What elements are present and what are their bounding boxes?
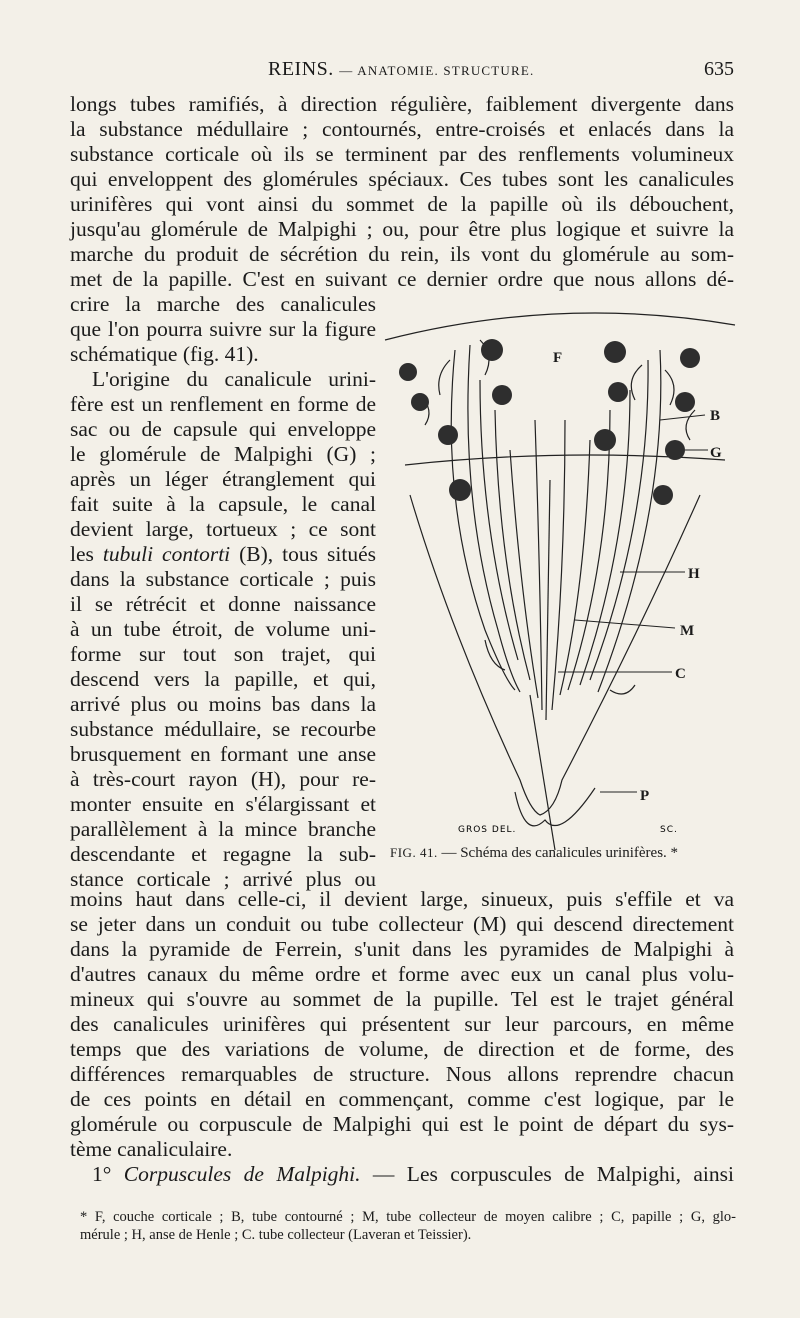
text-line: longs tubes ramifiés, à direction régulière, faiblement divergente dans xyxy=(70,92,734,116)
footnote-line: * F, couche corticale ; B, tube contourné ; M, tube collecteur de moyen calibre ; C, papille ; G, glo- xyxy=(80,1209,736,1225)
glomerulus xyxy=(594,429,616,451)
text-line: il se rétrécit et donne naissance xyxy=(70,592,376,616)
glomerulus xyxy=(608,382,628,402)
text-span: (B), tous situés xyxy=(239,542,376,566)
label-h: H xyxy=(688,566,700,582)
tubule-line xyxy=(510,450,538,698)
label-f: F xyxy=(553,350,563,366)
text-line: dans la substance corticale ; puis xyxy=(70,567,376,591)
figure-caption xyxy=(390,845,735,862)
paragraph-1 xyxy=(70,92,734,292)
label-c: C xyxy=(675,666,686,682)
credit-left: GROS DEL. xyxy=(458,825,517,835)
text-line: différences remarquables de structure. Nous allons reprendre chacun xyxy=(70,1062,734,1086)
caption-text: — Schéma des canalicules urinifères. * xyxy=(441,845,679,861)
text-line: fère est un renflement en forme de xyxy=(70,392,376,416)
glomerulus xyxy=(438,425,458,445)
caption-number: FIG. 41. xyxy=(390,845,438,860)
tubule-line xyxy=(535,420,542,710)
section-text: — Les corpuscules de Malpighi, ainsi xyxy=(372,1162,734,1186)
text-line: arrivé plus ou moins bas dans la xyxy=(70,692,376,716)
tubule-line xyxy=(552,420,565,710)
text-line: des canalicules urinifères qui présentent sur leur parcours, en même xyxy=(70,1012,734,1036)
credit-right: SC. xyxy=(660,825,678,835)
text-line: après un léger étranglement qui xyxy=(70,467,376,491)
glomerulus xyxy=(675,392,695,412)
glomerulus xyxy=(492,385,512,405)
paragraph-2-continued xyxy=(70,887,734,1187)
text-line: à très-court rayon (H), pour re- xyxy=(70,767,376,791)
convoluted-tubule xyxy=(631,365,642,400)
pyramid-outline xyxy=(410,495,700,815)
text-line: schématique (fig. 41). xyxy=(70,342,259,366)
text-line: mineux qui s'ouvre au sommet de la pupille. Tel est le trajet général xyxy=(70,987,734,1011)
text-line: sac ou de capsule qui enveloppe xyxy=(70,417,376,441)
footnote-line: mérule ; H, anse de Henle ; C. tube collecteur (Laveran et Teissier). xyxy=(80,1227,472,1243)
glomerulus xyxy=(399,363,417,381)
text-line: marche du produit de sécrétion du rein, ils vont du glomérule au som- xyxy=(70,242,734,266)
text-line: dans la pyramide de Ferrein, s'unit dans les pyramides de Malpighi à xyxy=(70,937,734,961)
text-line: devient large, tortueux ; ce sont xyxy=(70,517,376,541)
henle-loop xyxy=(610,685,635,694)
text-line: crire la marche des canalicules xyxy=(70,292,376,316)
cortex-outline xyxy=(385,313,735,340)
text-line: met de la papille. C'est en suivant ce dernier ordre que nous allons dé- xyxy=(70,267,734,291)
italic-term: tubuli contorti xyxy=(102,542,231,566)
text-line: monter ensuite en s'élargissant et xyxy=(70,792,376,816)
text-line: moins haut dans celle-ci, il devient large, sinueux, puis s'effile et va xyxy=(70,887,734,911)
running-head xyxy=(68,58,736,86)
text-line: descend vers la papille, et qui, xyxy=(70,667,376,691)
glomerulus xyxy=(653,485,673,505)
text-line: de ces points en détail en commençant, comme c'est logique, par le xyxy=(70,1087,734,1111)
text-line: tème canaliculaire. xyxy=(70,1137,233,1161)
text-span: les xyxy=(70,542,94,566)
text-line: stance corticale ; arrivé plus ou xyxy=(70,867,376,891)
convoluted-tubule xyxy=(686,410,695,440)
glomerulus xyxy=(680,348,700,368)
text-line: parallèlement à la mince branche xyxy=(70,817,376,841)
leader-line-m xyxy=(575,620,675,628)
text-line: que l'on pourra suivre sur la figure xyxy=(70,317,376,341)
text-line: brusquement en formant une anse xyxy=(70,742,376,766)
section-title: Corpuscules de Malpighi. xyxy=(123,1162,361,1186)
glomerulus xyxy=(481,339,503,361)
text-line: jusqu'au glomérule de Malpighi ; ou, pour être plus logique et suivre la xyxy=(70,217,734,241)
text-line: substance corticale où ils se terminent par des renflements volumineux xyxy=(70,142,734,166)
glomerulus xyxy=(449,479,471,501)
label-g: G xyxy=(710,445,722,461)
text-line: se jeter dans un conduit ou tube collecteur (M) qui descend directement xyxy=(70,912,734,936)
glomerulus xyxy=(665,440,685,460)
papilla-tip xyxy=(515,788,595,826)
convoluted-tubule xyxy=(439,360,450,395)
label-p: P xyxy=(640,788,650,804)
figure-41-diagram xyxy=(380,300,740,860)
text-line: temps que des variations de volume, de direction et de forme, des xyxy=(70,1037,734,1061)
running-title xyxy=(268,58,534,81)
page-number: 635 xyxy=(704,58,734,80)
text-line: descendante et regagne la sub- xyxy=(70,842,376,866)
text-line: qui enveloppent des glomérules spéciaux. Ces tubes sont les canalicules xyxy=(70,167,734,191)
text-line: à un tube étroit, de volume uni- xyxy=(70,617,376,641)
text-line: fait suite à la capsule, le canal xyxy=(70,492,376,516)
footnote xyxy=(80,1208,736,1244)
glomerulus xyxy=(604,341,626,363)
tubule-line xyxy=(480,380,518,660)
text-line: substance médullaire, se recourbe xyxy=(70,717,376,741)
convoluted-tubule xyxy=(665,370,674,405)
text-line: le glomérule de Malpighi (G) ; xyxy=(70,442,376,466)
section-heading-line xyxy=(70,1162,734,1187)
text-line: urinifères qui vont ainsi du sommet de la papille où ils débouchent, xyxy=(70,192,734,216)
glomerulus xyxy=(411,393,429,411)
text-line xyxy=(70,542,376,567)
text-line: forme sur tout son trajet, qui xyxy=(70,642,376,666)
text-line: glomérule ou corpuscule de Malpighi qui est le point de départ du sys- xyxy=(70,1112,734,1136)
label-b: B xyxy=(710,408,721,424)
leader-line-b xyxy=(660,415,705,420)
collecting-duct-line xyxy=(530,695,555,850)
running-title-sub: — ANATOMIE. STRUCTURE. xyxy=(339,63,535,78)
wrapped-column xyxy=(70,292,376,892)
tubule-line xyxy=(546,480,550,720)
section-number: 1° xyxy=(92,1162,112,1186)
label-m: M xyxy=(680,623,695,639)
text-line: la substance médullaire ; contournés, entre-croisés et enlacés dans la xyxy=(70,117,734,141)
running-title-main: REINS. xyxy=(268,58,334,80)
text-line: L'origine du canalicule urini- xyxy=(92,367,376,391)
text-line: d'autres canaux du même ordre et forme avec eux un canal plus volu- xyxy=(70,962,734,986)
